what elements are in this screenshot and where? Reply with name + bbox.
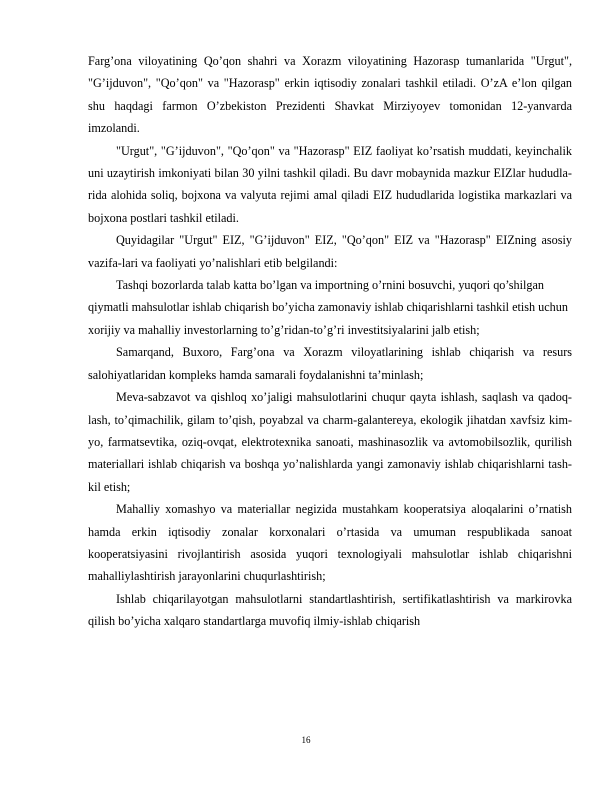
paragraph-eiz-term: "Urgut", "G’ijduvon", "Qo’qon" va "Hazorasp" EIZ faoliyat ko’rsatish muddati, keyinchalik uni uzaytirish imkoniyati bilan 30 yilni tashkil qiladi. Bu davr mobaynida mazkur EIZlar hududla-rida alohida soliq, bojxona va valyuta rejimi amal qiladi EIZ hududlarida logistika markazlari va bojxona postlari tashkil etiladi.: [88, 143, 572, 225]
paragraph-cooperation: Mahalliy xomashyo va materiallar negizida mustahkam kooperatsiya aloqalarini o’rnatish hamda erkin iqtisodiy zonalar korxonalari o’rtasida va umuman respublikada sanoat kooperatsiyasini rivojlantirish asosida yuqori texnologiyali mahsulotlar ishlab chiqarishni mahalliylashtirish jarayonlarini chuqurlashtirish;: [88, 502, 572, 584]
paragraph-investment: Tashqi bozorlarda talab katta bo’lgan va importning o’rnini bosuvchi, yuqori qo’shilgan qiymatli mahsulotlar ishlab chiqarish bo’yicha zamonaviy ishlab chiqarishlarni tashkil etish uchun xorijiy va mahalliy investorlarning to’g’ridan-to’g’ri investitsiyalarini jalb etish;: [88, 278, 568, 337]
page-number: 16: [301, 735, 311, 745]
body-text: [88, 50, 572, 633]
paragraph-standards: Ishlab chiqarilayotgan mahsulotlarni standartlashtirish, sertifikatlashtirish va markirovka qilish bo’yicha xalqaro standartlarga muvofiq ilmiy-ishlab chiqarish: [88, 591, 572, 629]
paragraph-tasks-heading: Quyidagilar "Urgut" EIZ, "G’ijduvon" EIZ, "Qo’qon" EIZ va "Hazorasp" EIZning asosiy vazifa-lari va faoliyati yo’nalishlari etib belgilandi:: [88, 233, 572, 270]
paragraph-intro: Farg’ona viloyatining Qo’qon shahri va Xorazm viloyatining Hazorasp tumanlarida "Urgut", "G’ijduvon", "Qo’qon" va "Hazorasp" erkin iqtisodiy zonalari tashkil etiladi. O’zA e’lon qilgan shu haqdagi farmon O’zbekiston Prezidenti Shavkat Mirziyoyev tomonidan 12-yanvarda imzolandi.: [88, 54, 572, 136]
paragraph-production: Meva-sabzavot va qishloq xo’jaligi mahsulotlarini chuqur qayta ishlash, saqlash va qadoq-lash, to’qimachilik, gilam to’qish, poyabzal va charm-galantereya, ekologik jihatdan xavfsiz kim-yo, farmatsevtika, oziq-ovqat, elektrotexnika sanoati, mashinasozlik va avtomobilsozlik, qurilish materiallari ishlab chiqarish va boshqa yo’nalishlarda yangi zamonaviy ishlab chiqarishlarni tash-kil etish;: [88, 390, 572, 494]
paragraph-resources: Samarqand, Buxoro, Farg’ona va Xorazm viloyatlarining ishlab chiqarish va resurs salohiyatlaridan kompleks hamda samarali foydalanishni ta’minlash;: [88, 345, 572, 382]
